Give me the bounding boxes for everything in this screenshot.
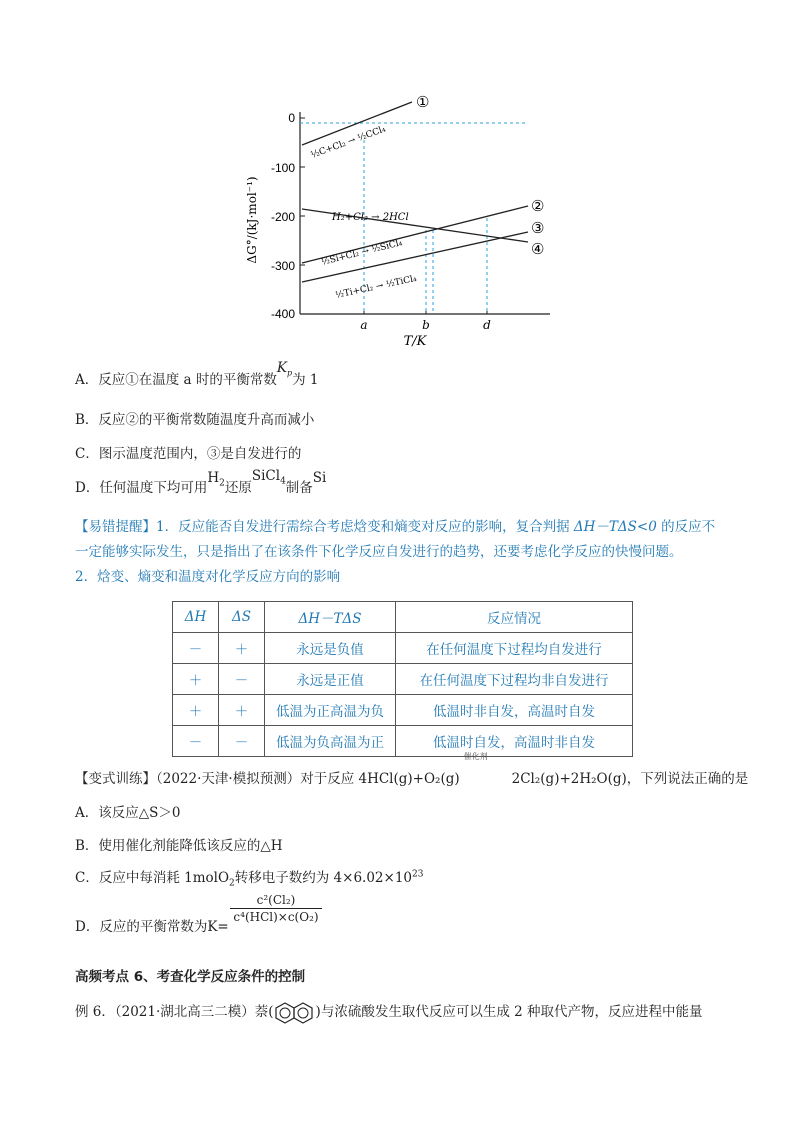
x-tick-a: a (360, 318, 368, 332)
table-row (173, 633, 633, 664)
curve-label-4: ④ (531, 240, 545, 258)
cell: 在任何温度下过程均非自发进行 (396, 664, 633, 695)
option-c: C．图示温度范围内，③是自发进行的 (75, 446, 302, 462)
cell: － (173, 633, 219, 664)
variant-stem: 【变式训练】（2022·天津·模拟预测）对于反应 4HCl(g)+O₂(g) 催化剂 2Cl₂(g)+2H₂O(g)，下列说法正确的是 (75, 752, 749, 787)
x-tick-d: d (483, 318, 491, 332)
curve-label-1: ① (416, 93, 430, 111)
cell: － (219, 726, 265, 757)
cell: － (219, 664, 265, 695)
option-a (75, 360, 319, 390)
option-a-post: 为 1 (292, 372, 319, 388)
section-title: 高频考点 6、考查化学反应条件的控制 (75, 969, 306, 985)
variant-option-a: A．该反应△S＞0 (75, 805, 181, 821)
cell: 低温为正高温为负 (265, 695, 396, 726)
y-tick-2: -200 (270, 210, 295, 224)
error-tip (75, 515, 735, 590)
variant-option-b: B．使用催化剂能降低该反应的△H (75, 838, 283, 854)
tip-line-2: 一定能够实际发生，只是指出了在该条件下化学反应自发进行的趋势，还要考虑化学反应的快慢问题。 (75, 544, 683, 560)
catalyst-label: 催化剂 (463, 752, 488, 761)
reaction-label-2: H₂+Cl₂ → 2HCl (332, 212, 409, 223)
table-row (173, 695, 633, 726)
k-denominator: c⁴(HCl)×c(O₂) (233, 910, 319, 924)
table-row (173, 664, 633, 695)
tip-line-3: 2．焓变、熵变和温度对化学反应方向的影响 (75, 569, 341, 585)
x-axis-label: T/K (403, 334, 427, 349)
cell: 低温时自发，高温时非自发 (396, 726, 633, 757)
catalyst-arrow (463, 752, 508, 783)
y-tick-0: 0 (288, 111, 295, 125)
y-axis-label: ΔG°/(kJ·mol⁻¹) (245, 176, 259, 264)
gibbs-energy-figure (240, 90, 580, 350)
direction-table (172, 601, 633, 757)
y-tick-1: -100 (270, 161, 295, 175)
naphthalene-icon (274, 1001, 316, 1025)
cell: ＋ (219, 695, 265, 726)
curve-label-3: ③ (531, 219, 545, 237)
k-fraction (230, 893, 322, 924)
header-result: 反应情况 (396, 602, 633, 633)
table-header (173, 602, 633, 633)
cell: 在任何温度下过程均自发进行 (396, 633, 633, 664)
cell: － (173, 726, 219, 757)
example-6: 例 6．（2021·湖北高三二模）萘( )与浓硫酸发生取代反应可以生成 2 种取代产物，反应进程中能量 (75, 1000, 703, 1025)
header-dg: ΔH－TΔS (265, 602, 396, 633)
option-b: B．反应②的平衡常数随温度升高而减小 (75, 412, 315, 428)
y-tick-4: -400 (270, 307, 295, 321)
tip-line-1: 【易错提醒】1．反应能否自发进行需综合考虑焓变和熵变对反应的影响，复合判据 ΔH－TΔS<0 的反应不 (75, 519, 716, 535)
header-dh: ΔH (173, 602, 219, 633)
cell: 永远是负值 (265, 633, 396, 664)
cell: 低温时非自发，高温时自发 (396, 695, 633, 726)
cell: 永远是正值 (265, 664, 396, 695)
cell: ＋ (173, 664, 219, 695)
curve-label-2: ② (531, 197, 545, 215)
table-row (173, 726, 633, 757)
x-tick-b: b (422, 318, 430, 332)
variant-option-c: C．反应中每消耗 1molO$_2$转移电子数约为 $4\times 6.02\times 10^{23}$ (75, 869, 424, 889)
variant-option-d: D．反应的平衡常数为K= (75, 919, 229, 935)
option-a-text: A．反应①在温度 a 时的平衡常数 (75, 372, 277, 388)
reaction-label-4: ½Ti+Cl₂ → ½TiCl₄ (334, 273, 418, 301)
option-d: D．任何温度下均可用$H_2$还原SiCl$_4$制备Si (75, 468, 327, 496)
cell: ＋ (219, 633, 265, 664)
option-a-kp: $K_p$ (276, 360, 293, 378)
reaction-label-1: ½C+Cl₂ → ½CCl₄ (309, 124, 388, 161)
cell: 低温为负高温为正 (265, 726, 396, 757)
header-ds: ΔS (219, 602, 265, 633)
cell: ＋ (173, 695, 219, 726)
k-numerator: c²(Cl₂) (256, 893, 296, 907)
y-tick-3: -300 (270, 259, 295, 273)
reaction-label-3: ½Si+Cl₂ → ½SiCl₄ (320, 238, 404, 268)
